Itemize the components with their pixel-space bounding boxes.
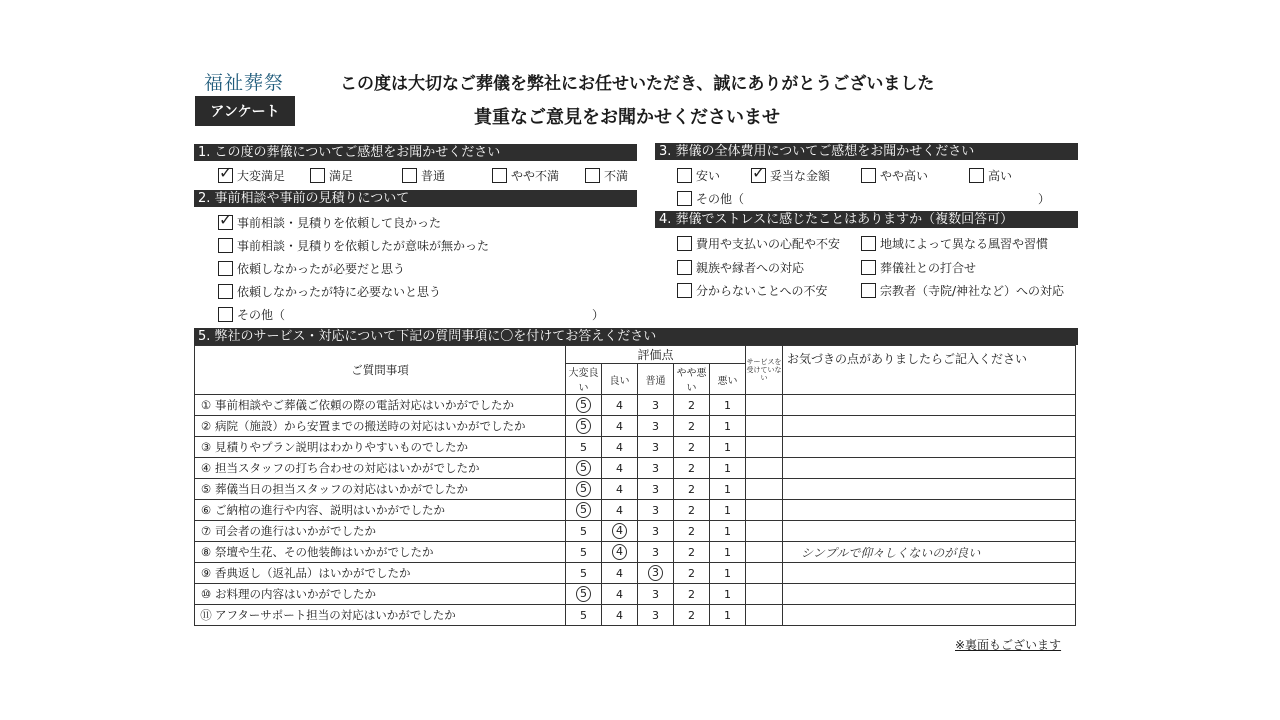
question-cell bbox=[195, 416, 566, 437]
rating-cell-4[interactable] bbox=[602, 479, 638, 500]
checkbox[interactable] bbox=[677, 236, 692, 251]
rating-cell-3[interactable] bbox=[638, 542, 674, 563]
comment-cell[interactable] bbox=[783, 416, 1076, 437]
rating-value: 1 bbox=[724, 503, 731, 517]
rating-cell-2[interactable] bbox=[674, 563, 710, 584]
rating-cell-2[interactable] bbox=[674, 500, 710, 521]
rating-cell-5[interactable] bbox=[566, 416, 602, 437]
rating-value: 1 bbox=[724, 419, 731, 433]
rating-cell-2[interactable] bbox=[674, 395, 710, 416]
comment-cell[interactable] bbox=[783, 500, 1076, 521]
rating-value: 3 bbox=[652, 398, 659, 412]
not-used-cell[interactable] bbox=[746, 437, 783, 458]
rating-cell-4[interactable] bbox=[602, 416, 638, 437]
comment-cell[interactable]: シンプルで仰々しくないのが良い bbox=[783, 542, 1076, 563]
s2-option-1[interactable]: 事前相談・見積りを依頼したが意味が無かった bbox=[218, 236, 489, 254]
not-used-cell[interactable] bbox=[746, 500, 783, 521]
s3-option-2[interactable]: やや高い bbox=[861, 166, 928, 184]
selected-rating: 5 bbox=[576, 586, 591, 602]
rating-value: 2 bbox=[688, 524, 695, 538]
rating-value: 2 bbox=[688, 503, 695, 517]
rating-cell-1[interactable] bbox=[710, 437, 746, 458]
rating-cell-3[interactable] bbox=[638, 437, 674, 458]
question-cell bbox=[195, 437, 566, 458]
rating-cell-4[interactable] bbox=[602, 395, 638, 416]
s4-option-5[interactable]: 宗教者（寺院/神社など）への対応 bbox=[861, 281, 1064, 299]
rating-cell-3[interactable] bbox=[638, 395, 674, 416]
rating-cell-5[interactable] bbox=[566, 584, 602, 605]
selected-rating: 3 bbox=[648, 565, 663, 581]
question-text: 見積りやプラン説明はわかりやすいものでしたか bbox=[215, 440, 468, 454]
rating-cell-3[interactable] bbox=[638, 479, 674, 500]
s2-option-2[interactable]: 依頼しなかったが必要だと思う bbox=[218, 259, 405, 277]
rating-value: 1 bbox=[724, 461, 731, 475]
rating-value: 5 bbox=[580, 524, 587, 538]
s3-other-close: ） bbox=[1038, 191, 1051, 206]
selected-rating: 5 bbox=[576, 418, 591, 434]
checkbox[interactable] bbox=[218, 168, 233, 183]
checkbox[interactable] bbox=[861, 236, 876, 251]
comment-column-header: お気づきの点がありましたらご記入ください bbox=[783, 346, 1076, 395]
s1-option-3[interactable]: やや不満 bbox=[492, 166, 559, 184]
rating-cell-3[interactable] bbox=[638, 605, 674, 626]
question-number: ③ bbox=[200, 440, 212, 454]
rating-value: 3 bbox=[652, 608, 659, 622]
rating-value: 3 bbox=[652, 587, 659, 601]
checkbox[interactable] bbox=[677, 168, 692, 183]
rating-value: 1 bbox=[724, 440, 731, 454]
checkbox[interactable] bbox=[218, 307, 233, 322]
rating-value: 2 bbox=[688, 587, 695, 601]
rating-cell-2[interactable] bbox=[674, 584, 710, 605]
comment-cell[interactable] bbox=[783, 395, 1076, 416]
comment-cell[interactable] bbox=[783, 458, 1076, 479]
rating-cell-4[interactable] bbox=[602, 500, 638, 521]
page-title: この度は大切なご葬儀を弊社にお任せいただき、誠にありがとうございました bbox=[340, 74, 935, 94]
rating-cell-2[interactable] bbox=[674, 437, 710, 458]
question-number: ⑦ bbox=[200, 524, 212, 538]
selected-rating: 5 bbox=[576, 397, 591, 413]
rating-value: 4 bbox=[616, 461, 623, 475]
brand-name: 福祉葬祭 bbox=[204, 72, 285, 94]
question-text: 担当スタッフの打ち合わせの対応はいかがでしたか bbox=[215, 461, 480, 475]
s1-option-2[interactable]: 普通 bbox=[402, 166, 445, 184]
rating-value: 5 bbox=[580, 608, 587, 622]
rating-cell-1[interactable] bbox=[710, 479, 746, 500]
not-used-cell[interactable] bbox=[746, 563, 783, 584]
rating-cell-2[interactable] bbox=[674, 479, 710, 500]
rating-cell-5[interactable] bbox=[566, 542, 602, 563]
rating-value: 3 bbox=[652, 440, 659, 454]
question-number: ② bbox=[200, 419, 212, 433]
rating-cell-3[interactable] bbox=[638, 500, 674, 521]
table-row bbox=[195, 437, 1076, 458]
rating-cell-2[interactable] bbox=[674, 542, 710, 563]
selected-rating: 5 bbox=[576, 502, 591, 518]
s2-other-close: ） bbox=[592, 307, 605, 322]
question-text: 葬儀当日の担当スタッフの対応はいかがでしたか bbox=[215, 482, 468, 496]
rating-value: 4 bbox=[616, 419, 623, 433]
question-text: 病院（施設）から安置までの搬送時の対応はいかがでしたか bbox=[215, 419, 526, 433]
rating-value: 5 bbox=[580, 440, 587, 454]
table-row bbox=[195, 521, 1076, 542]
comment-cell[interactable] bbox=[783, 437, 1076, 458]
rating-cell-1[interactable] bbox=[710, 416, 746, 437]
question-cell bbox=[195, 584, 566, 605]
not-used-cell[interactable] bbox=[746, 605, 783, 626]
not-used-cell[interactable] bbox=[746, 584, 783, 605]
rating-value: 2 bbox=[688, 419, 695, 433]
not-used-cell[interactable] bbox=[746, 458, 783, 479]
question-text: お料理の内容はいかがでしたか bbox=[215, 587, 376, 601]
question-text: ご納棺の進行や内容、説明はいかがでしたか bbox=[215, 503, 445, 517]
s2-option-4[interactable]: その他（ bbox=[218, 305, 285, 323]
rating-value: 5 bbox=[580, 545, 587, 559]
selected-rating: 5 bbox=[576, 460, 591, 476]
comment-cell[interactable] bbox=[783, 479, 1076, 500]
question-cell bbox=[195, 605, 566, 626]
table-row bbox=[195, 605, 1076, 626]
rating-cell-1[interactable] bbox=[710, 521, 746, 542]
rating-cell-5[interactable] bbox=[566, 605, 602, 626]
s4-option-1[interactable]: 地域によって異なる風習や習慣 bbox=[861, 234, 1048, 252]
s4-option-4[interactable]: 分からないことへの不安 bbox=[677, 281, 828, 299]
rating-value: 1 bbox=[724, 524, 731, 538]
rating-cell-1[interactable] bbox=[710, 395, 746, 416]
rating-cell-5[interactable] bbox=[566, 521, 602, 542]
rating-value: 5 bbox=[580, 566, 587, 580]
question-column-header: ご質問事項 bbox=[195, 346, 566, 395]
rating-cell-1[interactable] bbox=[710, 605, 746, 626]
checkbox[interactable] bbox=[677, 283, 692, 298]
rating-cell-3[interactable] bbox=[638, 584, 674, 605]
comment-cell[interactable] bbox=[783, 563, 1076, 584]
rating-cell-1[interactable] bbox=[710, 563, 746, 584]
table-row bbox=[195, 584, 1076, 605]
rating-cell-2[interactable] bbox=[674, 416, 710, 437]
s1-option-4[interactable]: 不満 bbox=[585, 166, 628, 184]
not-used-cell[interactable] bbox=[746, 395, 783, 416]
question-text: 香典返し（返礼品）はいかがでしたか bbox=[215, 566, 411, 580]
checkbox[interactable] bbox=[218, 215, 233, 230]
checkbox[interactable] bbox=[677, 260, 692, 275]
rating-table bbox=[194, 345, 1076, 626]
rating-cell-4[interactable] bbox=[602, 563, 638, 584]
s3-option-3[interactable]: 高い bbox=[969, 166, 1012, 184]
s3-option-0[interactable]: 安い bbox=[677, 166, 720, 184]
checkbox[interactable] bbox=[218, 238, 233, 253]
question-number: ⑩ bbox=[200, 587, 212, 601]
rating-cell-4[interactable] bbox=[602, 584, 638, 605]
section5-title: 5. 弊社のサービス・対応について下記の質問事項に〇を付けてお答えください bbox=[194, 328, 1078, 345]
not-used-cell[interactable] bbox=[746, 416, 783, 437]
checkbox[interactable] bbox=[218, 261, 233, 276]
rating-cell-1[interactable] bbox=[710, 584, 746, 605]
rating-value: 2 bbox=[688, 545, 695, 559]
rating-header-3: 普通 bbox=[638, 364, 674, 395]
s4-option-3[interactable]: 葬儀社との打合せ bbox=[861, 258, 976, 276]
rating-value: 2 bbox=[688, 398, 695, 412]
question-number: ① bbox=[200, 398, 212, 412]
rating-cell-1[interactable] bbox=[710, 542, 746, 563]
question-cell bbox=[195, 521, 566, 542]
selected-rating: 5 bbox=[576, 481, 591, 497]
s4-option-0[interactable]: 費用や支払いの心配や不安 bbox=[677, 234, 840, 252]
rating-cell-5[interactable] bbox=[566, 395, 602, 416]
rating-value: 2 bbox=[688, 440, 695, 454]
question-number: ⑪ bbox=[200, 608, 212, 622]
rating-cell-2[interactable] bbox=[674, 458, 710, 479]
rating-cell-5[interactable] bbox=[566, 437, 602, 458]
rating-value: 4 bbox=[616, 587, 623, 601]
rating-value: 4 bbox=[616, 566, 623, 580]
selected-rating: 4 bbox=[612, 523, 627, 539]
rating-value: 4 bbox=[616, 440, 623, 454]
rating-value: 4 bbox=[616, 503, 623, 517]
rating-cell-1[interactable] bbox=[710, 458, 746, 479]
rating-column-header: 評価点 bbox=[566, 346, 746, 364]
question-text: 事前相談やご葬儀ご依頼の際の電話対応はいかがでしたか bbox=[215, 398, 514, 412]
s2-option-0[interactable]: ✓ 事前相談・見積りを依頼して良かった bbox=[218, 213, 441, 231]
question-cell bbox=[195, 395, 566, 416]
rating-cell-4[interactable] bbox=[602, 542, 638, 563]
rating-cell-2[interactable] bbox=[674, 521, 710, 542]
rating-value: 4 bbox=[616, 608, 623, 622]
rating-cell-5[interactable] bbox=[566, 563, 602, 584]
rating-cell-5[interactable] bbox=[566, 458, 602, 479]
question-number: ⑨ bbox=[200, 566, 212, 580]
rating-value: 1 bbox=[724, 566, 731, 580]
not-used-cell[interactable] bbox=[746, 542, 783, 563]
question-cell bbox=[195, 458, 566, 479]
rating-value: 2 bbox=[688, 566, 695, 580]
table-row bbox=[195, 500, 1076, 521]
table-row bbox=[195, 395, 1076, 416]
checkbox[interactable] bbox=[861, 260, 876, 275]
rating-value: 3 bbox=[652, 461, 659, 475]
question-number: ⑥ bbox=[200, 503, 212, 517]
s3-other[interactable]: その他（ bbox=[677, 189, 744, 207]
s1-option-0[interactable]: ✓ 大変満足 bbox=[218, 166, 285, 184]
rating-value: 2 bbox=[688, 461, 695, 475]
rating-cell-4[interactable] bbox=[602, 605, 638, 626]
rating-cell-4[interactable] bbox=[602, 521, 638, 542]
rating-cell-3[interactable] bbox=[638, 416, 674, 437]
checkbox[interactable] bbox=[861, 168, 876, 183]
rating-cell-2[interactable] bbox=[674, 605, 710, 626]
question-cell bbox=[195, 500, 566, 521]
s2-option-3[interactable]: 依頼しなかったが特に必要ないと思う bbox=[218, 282, 441, 300]
rating-header-2: やや悪い bbox=[674, 364, 710, 395]
rating-value: 3 bbox=[652, 503, 659, 517]
page-subtitle: 貴重なご意見をお聞かせくださいませ bbox=[474, 107, 780, 128]
footer-note: ※裏面もございます bbox=[955, 638, 1062, 652]
not-used-cell[interactable] bbox=[746, 479, 783, 500]
rating-value: 4 bbox=[616, 482, 623, 496]
rating-value: 1 bbox=[724, 398, 731, 412]
question-cell bbox=[195, 542, 566, 563]
rating-value: 1 bbox=[724, 482, 731, 496]
s3-option-1[interactable]: ✓ 妥当な金額 bbox=[751, 166, 830, 184]
table-row bbox=[195, 458, 1076, 479]
rating-value: 1 bbox=[724, 545, 731, 559]
rating-value: 2 bbox=[688, 608, 695, 622]
section2-title: 2. 事前相談や事前の見積りについて bbox=[194, 190, 637, 207]
rating-cell-5[interactable] bbox=[566, 500, 602, 521]
table-row bbox=[195, 563, 1076, 584]
question-text: アフターサポート担当の対応はいかがでしたか bbox=[215, 608, 456, 622]
comment-cell[interactable] bbox=[783, 521, 1076, 542]
checkbox[interactable] bbox=[310, 168, 325, 183]
survey-tag: アンケート bbox=[195, 96, 295, 126]
question-number: ⑤ bbox=[200, 482, 212, 496]
selected-rating: 4 bbox=[612, 544, 627, 560]
question-cell bbox=[195, 479, 566, 500]
question-number: ④ bbox=[200, 461, 212, 475]
rating-cell-3[interactable] bbox=[638, 563, 674, 584]
not-used-column-header: サービスを受けていない bbox=[746, 346, 783, 395]
question-cell bbox=[195, 563, 566, 584]
section3-title: 3. 葬儀の全体費用についてご感想をお聞かせください bbox=[655, 143, 1078, 160]
section1-title: 1. この度の葬儀についてご感想をお聞かせください bbox=[194, 144, 637, 161]
rating-value: 2 bbox=[688, 482, 695, 496]
s1-option-1[interactable]: 満足 bbox=[310, 166, 353, 184]
rating-cell-3[interactable] bbox=[638, 521, 674, 542]
rating-header-1: 悪い bbox=[710, 364, 746, 395]
checkbox[interactable] bbox=[585, 168, 600, 183]
table-row bbox=[195, 542, 1076, 563]
question-number: ⑧ bbox=[200, 545, 212, 559]
not-used-cell[interactable] bbox=[746, 521, 783, 542]
checkbox[interactable] bbox=[969, 168, 984, 183]
checkbox[interactable] bbox=[861, 283, 876, 298]
rating-value: 3 bbox=[652, 419, 659, 433]
checkbox[interactable] bbox=[402, 168, 417, 183]
checkbox[interactable] bbox=[218, 284, 233, 299]
question-text: 祭壇や生花、その他装飾はいかがでしたか bbox=[215, 545, 434, 559]
rating-value: 3 bbox=[652, 524, 659, 538]
rating-cell-4[interactable] bbox=[602, 437, 638, 458]
section4-title: 4. 葬儀でストレスに感じたことはありますか（複数回答可） bbox=[655, 211, 1078, 228]
rating-value: 1 bbox=[724, 608, 731, 622]
rating-cell-3[interactable] bbox=[638, 458, 674, 479]
rating-value: 3 bbox=[652, 482, 659, 496]
rating-header-4: 良い bbox=[602, 364, 638, 395]
table-row bbox=[195, 416, 1076, 437]
rating-value: 3 bbox=[652, 545, 659, 559]
rating-cell-4[interactable] bbox=[602, 458, 638, 479]
rating-cell-5[interactable] bbox=[566, 479, 602, 500]
checkbox[interactable] bbox=[751, 168, 766, 183]
s4-option-2[interactable]: 親族や縁者への対応 bbox=[677, 258, 804, 276]
rating-value: 1 bbox=[724, 587, 731, 601]
question-text: 司会者の進行はいかがでしたか bbox=[215, 524, 376, 538]
comment-cell[interactable] bbox=[783, 605, 1076, 626]
rating-value: 4 bbox=[616, 398, 623, 412]
rating-cell-1[interactable] bbox=[710, 500, 746, 521]
checkbox[interactable] bbox=[677, 191, 692, 206]
checkbox[interactable] bbox=[492, 168, 507, 183]
table-row bbox=[195, 479, 1076, 500]
rating-header-5: 大変良い bbox=[566, 364, 602, 395]
comment-cell[interactable] bbox=[783, 584, 1076, 605]
